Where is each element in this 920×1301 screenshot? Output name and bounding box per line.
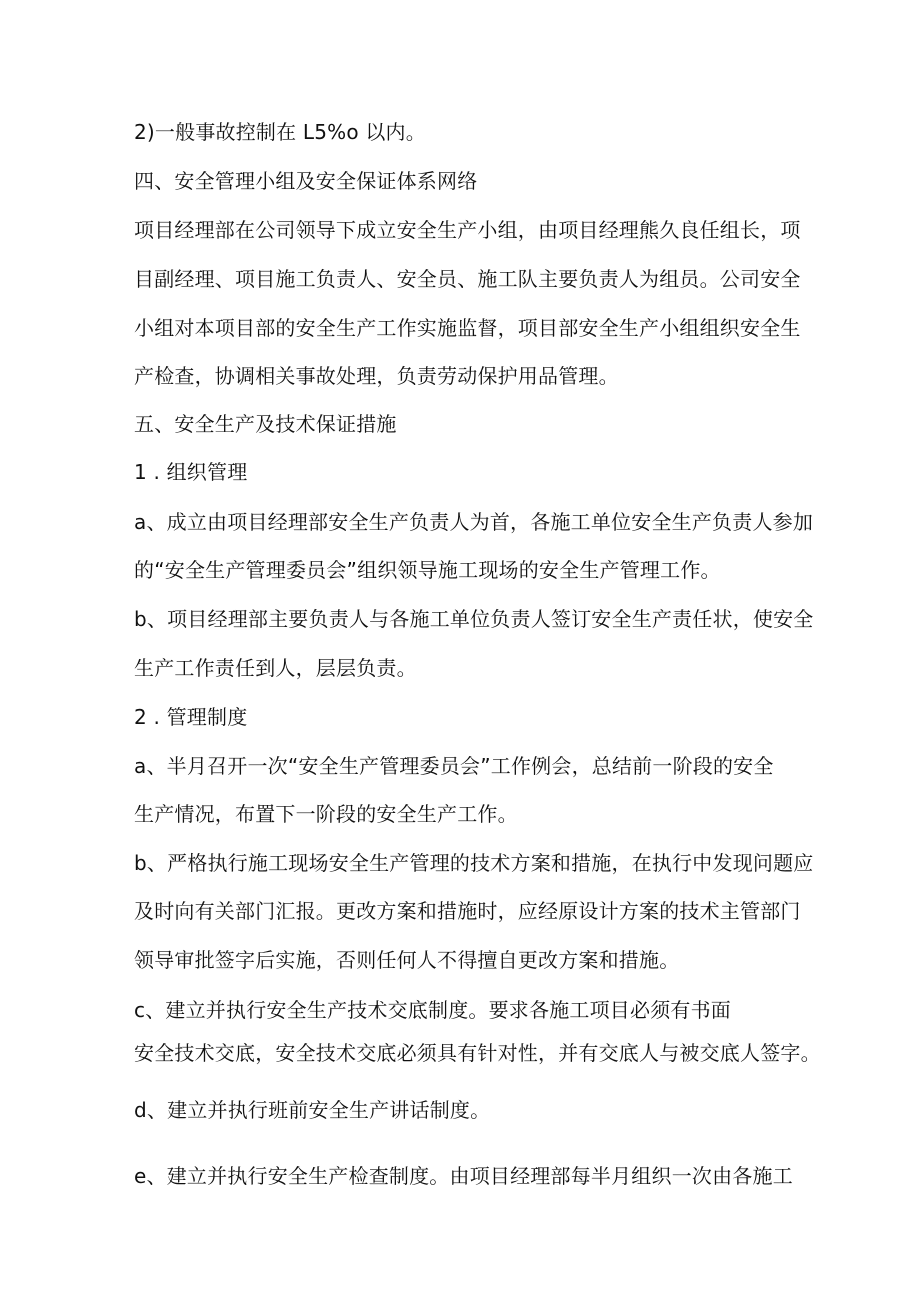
paragraph-line: 安全技术交底，安全技术交底必须具有针对性，并有交底人与被交底人签字。 — [134, 1041, 821, 1065]
section-heading-safety-group: 四、安全管理小组及安全保证体系网络 — [134, 169, 478, 193]
paragraph-line: b、严格执行施工现场安全生产管理的技术方案和措施，在执行中发现问题应 — [134, 851, 814, 875]
paragraph-line: b、项目经理部主要负责人与各施工单位负责人签订安全生产责任状，使安全 — [134, 607, 814, 631]
text-line-accident-control: 2)一般事故控制在 L5%o 以内。 — [134, 120, 426, 144]
paragraph-line: a、半月召开一次“安全生产管理委员会”工作例会，总结前一阶段的安全 — [134, 754, 774, 778]
paragraph-line: 产检查，协调相关事故处理，负责劳动保护用品管理。 — [134, 364, 619, 388]
paragraph-line: 领导审批签字后实施，否则任何人不得擅自更改方案和措施。 — [134, 948, 680, 972]
section-heading-safety-measures: 五、安全生产及技术保证措施 — [134, 412, 397, 436]
paragraph-line: e、建立并执行安全生产检查制度。由项目经理部每半月组织一次由各施工 — [134, 1164, 793, 1188]
paragraph-line: 目副经理、项目施工负责人、安全员、施工队主要负责人为组员。公司安全 — [134, 267, 801, 291]
paragraph-line: 及时向有关部门汇报。更改方案和措施时，应经原设计方案的技术主管部门 — [134, 899, 801, 923]
paragraph-line: 项目经理部在公司领导下成立安全生产小组，由项目经理熊久良任组长，项 — [134, 218, 801, 242]
paragraph-line: 小组对本项目部的安全生产工作实施监督，项目部安全生产小组组织安全生 — [134, 316, 801, 340]
subheading-management-system: 2 . 管理制度 — [134, 705, 248, 729]
paragraph-line: 的“安全生产管理委员会”组织领导施工现场的安全生产管理工作。 — [134, 558, 721, 582]
paragraph-line: c、建立并执行安全生产技术交底制度。要求各施工项目必须有书面 — [134, 998, 731, 1022]
subheading-organization: 1 . 组织管理 — [134, 460, 248, 484]
paragraph-line: 生产情况，布置下一阶段的安全生产工作。 — [134, 802, 518, 826]
paragraph-line: a、成立由项目经理部安全生产负责人为首，各施工单位安全生产负责人参加 — [134, 510, 814, 534]
paragraph-line: d、建立并执行班前安全生产讲话制度。 — [134, 1098, 491, 1122]
paragraph-line: 生产工作责任到人，层层负责。 — [134, 656, 417, 680]
